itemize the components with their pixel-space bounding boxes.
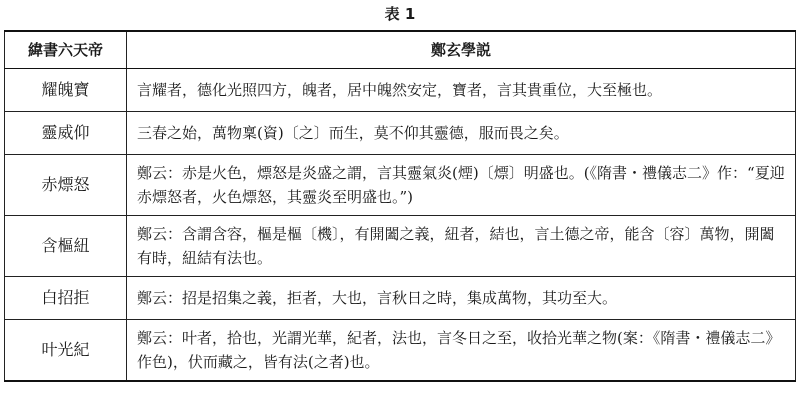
emperor-name: 含樞紐 xyxy=(5,216,127,277)
emperor-name: 白招拒 xyxy=(5,277,127,320)
theory-text: 鄭云：招是招集之義，拒者，大也，言秋日之時，集成萬物，其功至大。 xyxy=(127,277,796,320)
theory-text: 鄭云：叶者，拾也，光謂光華，紀者，法也，言冬日之至，收拾光華之物(案：《隋書・禮儀志二》作色)，伏而藏之，皆有法(之者)也。 xyxy=(127,320,796,382)
table-row xyxy=(5,320,796,382)
emperor-name: 叶光紀 xyxy=(5,320,127,382)
table-row xyxy=(5,155,796,216)
header-emperors: 緯書六天帝 xyxy=(5,31,127,69)
theory-text: 言耀者，德化光照四方，魄者，居中魄然安定，寶者，言其貴重位，大至極也。 xyxy=(127,69,796,112)
emperor-name: 靈威仰 xyxy=(5,112,127,155)
emperor-name: 耀魄寶 xyxy=(5,69,127,112)
emperor-name: 赤熛怒 xyxy=(5,155,127,216)
table-row xyxy=(5,277,796,320)
table-caption: 表 1 xyxy=(384,5,416,23)
theory-text: 鄭云：含謂含容，樞是樞〔機〕，有開闔之義，紐者，結也，言土德之帝，能含〔容〕萬物，開闔有時，紐結有法也。 xyxy=(127,216,796,277)
table-header-row xyxy=(5,31,796,69)
table-row xyxy=(5,216,796,277)
table-row xyxy=(5,69,796,112)
theory-text: 三春之始，萬物稟(資)〔之〕而生，莫不仰其靈德，服而畏之矣。 xyxy=(127,112,796,155)
theory-text: 鄭云：赤是火色，熛怒是炎盛之謂，言其靈氣炎(煙)〔熛〕明盛也。(《隋書・禮儀志二》作：“夏迎赤熛怒者，火色熛怒，其靈炎至明盛也。”) xyxy=(127,155,796,216)
table-row xyxy=(5,112,796,155)
six-heavenly-emperors-table xyxy=(4,30,796,382)
header-zheng-xuan-theory: 鄭玄學説 xyxy=(127,31,796,69)
